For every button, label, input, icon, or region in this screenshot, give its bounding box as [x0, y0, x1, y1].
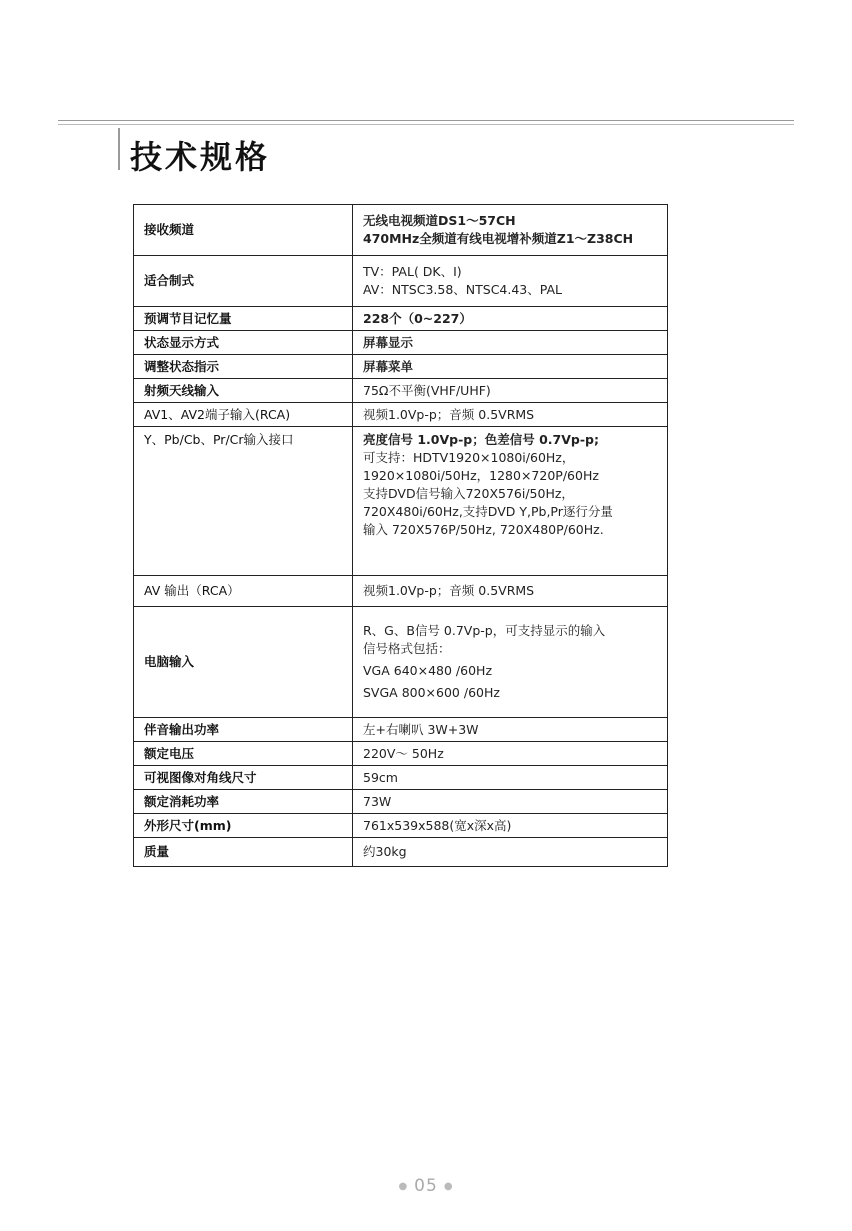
table-row [134, 256, 668, 307]
spec-value [353, 607, 668, 718]
bullet-dot-icon: ● [443, 1180, 454, 1192]
spec-value [353, 307, 668, 331]
spec-label: 状态显示方式 [134, 331, 353, 355]
spec-label: 调整状态指示 [134, 355, 353, 379]
table-row [134, 379, 668, 403]
spec-value-line: 支持DVD信号输入720X576i/50Hz， [363, 486, 574, 501]
table-row [134, 307, 668, 331]
page-number [0, 1176, 852, 1196]
spec-value-line: 亮度信号 1.0Vp-p；色差信号 0.7Vp-p; [363, 432, 600, 447]
spec-value-line: 视频1.0Vp-p；音频 0.5VRMS [363, 583, 535, 598]
spec-value [353, 379, 668, 403]
spec-value-line: 761x539x588(宽x深x高) [363, 817, 512, 833]
spec-value [353, 427, 668, 576]
spec-value-line: SVGA 800×600 /60Hz [363, 685, 500, 700]
spec-value [353, 256, 668, 307]
spec-label: 伴音输出功率 [134, 718, 353, 742]
spec-value-line: 输入 720X576P/50Hz, 720X480P/60Hz. [363, 522, 604, 537]
spec-value-line: 信号格式包括： [363, 641, 451, 656]
header-rule-secondary [58, 124, 794, 125]
spec-value-line: 左+右喇叭 3W+3W [363, 721, 479, 737]
table-row [134, 331, 668, 355]
spec-value-line: 73W [363, 793, 392, 809]
spec-label: AV1、AV2端子输入(RCA) [134, 403, 353, 427]
spec-value-line: TV：PAL( DK、I) [363, 264, 462, 279]
spec-label: 射频天线输入 [134, 379, 353, 403]
spec-value-line: AV：NTSC3.58、NTSC4.43、PAL [363, 282, 563, 297]
spec-value-line: 可支持：HDTV1920×1080i/60Hz， [363, 450, 575, 465]
spec-value-line: 720X480i/60Hz,支持DVD Y,Pb,Pr逐行分量 [363, 504, 613, 519]
table-row [134, 814, 668, 838]
spec-value-line: 75Ω不平衡(VHF/UHF) [363, 382, 491, 398]
spec-value-line: 视频1.0Vp-p；音频 0.5VRMS [363, 406, 535, 422]
spec-value-line: 470MHz全频道有线电视增补频道Z1～Z38CH [363, 231, 634, 246]
bullet-dot-icon: ● [398, 1180, 409, 1192]
spec-value-line: 59cm [363, 769, 398, 785]
table-row [134, 838, 668, 867]
spec-value-line: 228个（0~227） [363, 310, 472, 326]
page-number-text: 05 [414, 1176, 438, 1196]
spec-value [353, 814, 668, 838]
spec-label: 质量 [134, 838, 353, 867]
spec-label: 接收频道 [134, 205, 353, 256]
table-row [134, 790, 668, 814]
table-row [134, 607, 668, 718]
spec-value [353, 403, 668, 427]
spec-value [353, 742, 668, 766]
spec-label: 额定消耗功率 [134, 790, 353, 814]
table-row [134, 576, 668, 607]
spec-value-line: VGA 640×480 /60Hz [363, 663, 493, 678]
spec-table [133, 204, 668, 867]
spec-value [353, 576, 668, 607]
spec-value-line: R、G、B信号 0.7Vp-p，可支持显示的输入 [363, 623, 606, 638]
spec-label: 电脑输入 [134, 607, 353, 718]
spec-value [353, 838, 668, 867]
table-row [134, 205, 668, 256]
spec-label: 可视图像对角线尺寸 [134, 766, 353, 790]
spec-value-line: 220V～ 50Hz [363, 745, 444, 761]
header-rule [58, 120, 794, 121]
table-row [134, 403, 668, 427]
spec-label: Y、Pb/Cb、Pr/Cr输入接口 [134, 427, 353, 576]
spec-value-line: 1920×1080i/50Hz，1280×720P/60Hz [363, 468, 599, 483]
spec-value [353, 355, 668, 379]
spec-value-line: 约30kg [363, 844, 407, 859]
spec-label: 适合制式 [134, 256, 353, 307]
spec-label: AV 输出（RCA） [134, 576, 353, 607]
title-accent-bar [118, 128, 120, 170]
spec-label: 外形尺寸(mm) [134, 814, 353, 838]
spec-value [353, 766, 668, 790]
table-row [134, 718, 668, 742]
table-row [134, 427, 668, 576]
table-row [134, 742, 668, 766]
table-row [134, 355, 668, 379]
spec-label: 额定电压 [134, 742, 353, 766]
spec-value-line: 屏幕菜单 [363, 358, 414, 374]
page-title: 技术规格 [130, 138, 271, 176]
spec-value [353, 205, 668, 256]
spec-value-line: 屏幕显示 [363, 334, 414, 350]
spec-label: 预调节目记忆量 [134, 307, 353, 331]
spec-value [353, 790, 668, 814]
spec-value [353, 331, 668, 355]
spec-value [353, 718, 668, 742]
spec-value-line: 无线电视频道DS1～57CH [363, 213, 516, 228]
table-row [134, 766, 668, 790]
